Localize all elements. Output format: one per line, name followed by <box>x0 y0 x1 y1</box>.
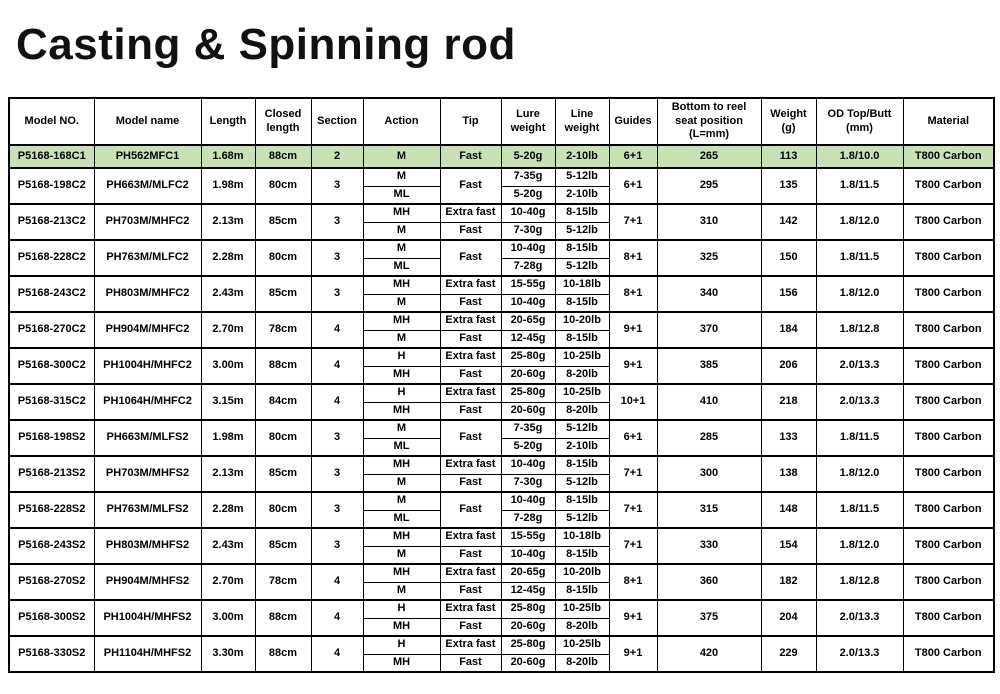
cell-od: 1.8/11.5 <box>816 492 903 528</box>
cell-guides: 7+1 <box>609 456 657 492</box>
cell-lure-weight: 25-80g <box>501 636 555 654</box>
cell-reel-seat: 360 <box>657 564 761 600</box>
cell-model-name: PH562MFC1 <box>94 145 201 168</box>
cell-reel-seat: 300 <box>657 456 761 492</box>
cell-model-name: PH1104H/MHFS2 <box>94 636 201 672</box>
cell-tip: Fast <box>440 222 501 240</box>
cell-od: 2.0/13.3 <box>816 348 903 384</box>
cell-model-name: PH1064H/MHFC2 <box>94 384 201 420</box>
cell-model-no: P5168-270C2 <box>9 312 94 348</box>
cell-length: 1.98m <box>201 420 255 456</box>
cell-action: M <box>363 474 440 492</box>
cell-material: T800 Carbon <box>903 420 994 456</box>
cell-tip: Extra fast <box>440 636 501 654</box>
cell-od: 2.0/13.3 <box>816 600 903 636</box>
cell-tip: Fast <box>440 618 501 636</box>
cell-length: 1.98m <box>201 168 255 204</box>
cell-tip: Fast <box>440 330 501 348</box>
table-row <box>9 420 994 438</box>
cell-lure-weight: 7-28g <box>501 510 555 528</box>
cell-tip: Extra fast <box>440 276 501 294</box>
cell-reel-seat: 370 <box>657 312 761 348</box>
cell-line-weight: 10-18lb <box>555 528 609 546</box>
cell-length: 2.13m <box>201 456 255 492</box>
cell-section: 3 <box>311 492 363 528</box>
cell-reel-seat: 385 <box>657 348 761 384</box>
cell-closed-length: 84cm <box>255 384 311 420</box>
cell-lure-weight: 7-35g <box>501 168 555 186</box>
cell-od: 1.8/10.0 <box>816 145 903 168</box>
cell-length: 2.28m <box>201 492 255 528</box>
cell-model-no: P5168-168C1 <box>9 145 94 168</box>
cell-closed-length: 88cm <box>255 348 311 384</box>
cell-model-no: P5168-243S2 <box>9 528 94 564</box>
cell-closed-length: 80cm <box>255 168 311 204</box>
cell-od: 1.8/11.5 <box>816 240 903 276</box>
cell-line-weight: 8-20lb <box>555 618 609 636</box>
cell-od: 1.8/12.8 <box>816 312 903 348</box>
cell-guides: 8+1 <box>609 276 657 312</box>
cell-action: MH <box>363 528 440 546</box>
cell-lure-weight: 7-35g <box>501 420 555 438</box>
cell-guides: 6+1 <box>609 145 657 168</box>
cell-weight: 133 <box>761 420 816 456</box>
cell-lure-weight: 10-40g <box>501 204 555 222</box>
cell-material: T800 Carbon <box>903 145 994 168</box>
cell-action: ML <box>363 438 440 456</box>
cell-model-no: P5168-300C2 <box>9 348 94 384</box>
cell-tip: Fast <box>440 654 501 672</box>
cell-reel-seat: 330 <box>657 528 761 564</box>
cell-action: M <box>363 492 440 510</box>
cell-od: 1.8/12.0 <box>816 276 903 312</box>
cell-closed-length: 88cm <box>255 636 311 672</box>
cell-model-name: PH663M/MLFC2 <box>94 168 201 204</box>
cell-model-no: P5168-228C2 <box>9 240 94 276</box>
cell-length: 2.43m <box>201 276 255 312</box>
cell-lure-weight: 7-30g <box>501 474 555 492</box>
table-row <box>9 145 994 168</box>
cell-length: 3.30m <box>201 636 255 672</box>
cell-tip: Extra fast <box>440 384 501 402</box>
cell-line-weight: 2-10lb <box>555 145 609 168</box>
cell-guides: 7+1 <box>609 204 657 240</box>
col-header-material: Material <box>903 98 994 145</box>
cell-action: M <box>363 330 440 348</box>
cell-material: T800 Carbon <box>903 276 994 312</box>
cell-closed-length: 80cm <box>255 420 311 456</box>
cell-line-weight: 5-12lb <box>555 474 609 492</box>
cell-reel-seat: 340 <box>657 276 761 312</box>
cell-action: M <box>363 222 440 240</box>
cell-material: T800 Carbon <box>903 168 994 204</box>
cell-guides: 10+1 <box>609 384 657 420</box>
cell-line-weight: 10-18lb <box>555 276 609 294</box>
cell-reel-seat: 420 <box>657 636 761 672</box>
col-header-guides: Guides <box>609 98 657 145</box>
cell-action: H <box>363 384 440 402</box>
cell-reel-seat: 315 <box>657 492 761 528</box>
cell-od: 1.8/12.0 <box>816 528 903 564</box>
cell-tip: Extra fast <box>440 312 501 330</box>
cell-action: MH <box>363 402 440 420</box>
cell-line-weight: 10-25lb <box>555 636 609 654</box>
cell-line-weight: 8-15lb <box>555 294 609 312</box>
cell-guides: 9+1 <box>609 348 657 384</box>
cell-guides: 7+1 <box>609 528 657 564</box>
cell-line-weight: 10-20lb <box>555 564 609 582</box>
cell-line-weight: 8-15lb <box>555 582 609 600</box>
cell-guides: 6+1 <box>609 420 657 456</box>
table-row <box>9 564 994 582</box>
cell-tip: Fast <box>440 294 501 312</box>
cell-weight: 113 <box>761 145 816 168</box>
cell-weight: 218 <box>761 384 816 420</box>
table-row <box>9 240 994 258</box>
cell-line-weight: 8-20lb <box>555 402 609 420</box>
table-row <box>9 276 994 294</box>
cell-weight: 156 <box>761 276 816 312</box>
cell-od: 1.8/12.8 <box>816 564 903 600</box>
table-row <box>9 600 994 618</box>
table-header <box>9 98 994 145</box>
table-row <box>9 384 994 402</box>
cell-length: 3.15m <box>201 384 255 420</box>
cell-model-name: PH803M/MHFC2 <box>94 276 201 312</box>
cell-weight: 142 <box>761 204 816 240</box>
cell-action: H <box>363 636 440 654</box>
cell-section: 3 <box>311 204 363 240</box>
table-body <box>9 145 994 672</box>
cell-model-no: P5168-315C2 <box>9 384 94 420</box>
cell-guides: 8+1 <box>609 564 657 600</box>
cell-lure-weight: 15-55g <box>501 276 555 294</box>
cell-model-name: PH703M/MHFC2 <box>94 204 201 240</box>
col-header-od-top-butt: OD Top/Butt (mm) <box>816 98 903 145</box>
cell-line-weight: 5-12lb <box>555 420 609 438</box>
cell-lure-weight: 12-45g <box>501 582 555 600</box>
cell-lure-weight: 20-60g <box>501 618 555 636</box>
cell-tip: Fast <box>440 366 501 384</box>
cell-line-weight: 10-20lb <box>555 312 609 330</box>
cell-od: 2.0/13.3 <box>816 636 903 672</box>
cell-model-name: PH703M/MHFS2 <box>94 456 201 492</box>
cell-section: 4 <box>311 384 363 420</box>
col-header-line-weight: Line weight <box>555 98 609 145</box>
cell-action: ML <box>363 510 440 528</box>
cell-tip: Fast <box>440 240 501 276</box>
cell-lure-weight: 10-40g <box>501 240 555 258</box>
cell-lure-weight: 10-40g <box>501 492 555 510</box>
cell-line-weight: 8-15lb <box>555 492 609 510</box>
col-header-closed-length: Closed length <box>255 98 311 145</box>
col-header-lure-weight: Lure weight <box>501 98 555 145</box>
cell-tip: Fast <box>440 546 501 564</box>
cell-length: 2.70m <box>201 312 255 348</box>
cell-lure-weight: 15-55g <box>501 528 555 546</box>
cell-section: 4 <box>311 348 363 384</box>
cell-model-no: P5168-213C2 <box>9 204 94 240</box>
cell-model-no: P5168-198S2 <box>9 420 94 456</box>
cell-weight: 150 <box>761 240 816 276</box>
cell-action: H <box>363 600 440 618</box>
cell-line-weight: 8-20lb <box>555 654 609 672</box>
cell-closed-length: 80cm <box>255 492 311 528</box>
cell-section: 3 <box>311 456 363 492</box>
cell-action: M <box>363 145 440 168</box>
cell-weight: 154 <box>761 528 816 564</box>
cell-tip: Fast <box>440 402 501 420</box>
cell-tip: Fast <box>440 420 501 456</box>
table-row <box>9 312 994 330</box>
cell-closed-length: 80cm <box>255 240 311 276</box>
cell-tip: Extra fast <box>440 600 501 618</box>
cell-section: 4 <box>311 312 363 348</box>
cell-model-name: PH763M/MLFS2 <box>94 492 201 528</box>
cell-length: 3.00m <box>201 348 255 384</box>
cell-model-no: P5168-330S2 <box>9 636 94 672</box>
cell-material: T800 Carbon <box>903 456 994 492</box>
cell-model-name: PH904M/MHFC2 <box>94 312 201 348</box>
cell-material: T800 Carbon <box>903 492 994 528</box>
col-header-model-name: Model name <box>94 98 201 145</box>
cell-section: 4 <box>311 564 363 600</box>
cell-action: MH <box>363 276 440 294</box>
cell-reel-seat: 410 <box>657 384 761 420</box>
col-header-tip: Tip <box>440 98 501 145</box>
cell-model-no: P5168-243C2 <box>9 276 94 312</box>
cell-lure-weight: 25-80g <box>501 600 555 618</box>
cell-lure-weight: 20-60g <box>501 654 555 672</box>
cell-section: 3 <box>311 420 363 456</box>
cell-lure-weight: 20-65g <box>501 564 555 582</box>
cell-tip: Extra fast <box>440 456 501 474</box>
cell-section: 4 <box>311 600 363 636</box>
cell-section: 2 <box>311 145 363 168</box>
cell-action: MH <box>363 654 440 672</box>
cell-closed-length: 88cm <box>255 145 311 168</box>
cell-model-no: P5168-198C2 <box>9 168 94 204</box>
cell-lure-weight: 20-60g <box>501 402 555 420</box>
cell-closed-length: 85cm <box>255 276 311 312</box>
cell-reel-seat: 295 <box>657 168 761 204</box>
cell-guides: 6+1 <box>609 168 657 204</box>
cell-lure-weight: 25-80g <box>501 348 555 366</box>
cell-weight: 204 <box>761 600 816 636</box>
cell-material: T800 Carbon <box>903 636 994 672</box>
cell-action: MH <box>363 366 440 384</box>
cell-material: T800 Carbon <box>903 348 994 384</box>
cell-guides: 9+1 <box>609 636 657 672</box>
cell-lure-weight: 20-65g <box>501 312 555 330</box>
cell-material: T800 Carbon <box>903 528 994 564</box>
cell-section: 3 <box>311 276 363 312</box>
cell-length: 2.28m <box>201 240 255 276</box>
cell-lure-weight: 25-80g <box>501 384 555 402</box>
cell-material: T800 Carbon <box>903 384 994 420</box>
cell-lure-weight: 5-20g <box>501 186 555 204</box>
col-header-model-no: Model NO. <box>9 98 94 145</box>
cell-closed-length: 78cm <box>255 312 311 348</box>
cell-od: 1.8/12.0 <box>816 456 903 492</box>
cell-material: T800 Carbon <box>903 600 994 636</box>
cell-material: T800 Carbon <box>903 312 994 348</box>
cell-lure-weight: 10-40g <box>501 546 555 564</box>
cell-line-weight: 5-12lb <box>555 222 609 240</box>
cell-od: 1.8/11.5 <box>816 420 903 456</box>
col-header-section: Section <box>311 98 363 145</box>
cell-model-name: PH763M/MLFC2 <box>94 240 201 276</box>
cell-od: 1.8/12.0 <box>816 204 903 240</box>
cell-action: M <box>363 582 440 600</box>
header-row <box>9 98 994 145</box>
col-header-reel-seat: Bottom to reel seat position (L=mm) <box>657 98 761 145</box>
cell-closed-length: 85cm <box>255 204 311 240</box>
cell-weight: 138 <box>761 456 816 492</box>
cell-length: 3.00m <box>201 600 255 636</box>
cell-reel-seat: 265 <box>657 145 761 168</box>
cell-material: T800 Carbon <box>903 564 994 600</box>
cell-line-weight: 8-15lb <box>555 546 609 564</box>
cell-section: 3 <box>311 240 363 276</box>
col-header-length: Length <box>201 98 255 145</box>
cell-weight: 206 <box>761 348 816 384</box>
cell-line-weight: 5-12lb <box>555 168 609 186</box>
cell-guides: 7+1 <box>609 492 657 528</box>
cell-weight: 182 <box>761 564 816 600</box>
cell-lure-weight: 10-40g <box>501 456 555 474</box>
col-header-action: Action <box>363 98 440 145</box>
cell-lure-weight: 7-28g <box>501 258 555 276</box>
table-row <box>9 204 994 222</box>
cell-action: MH <box>363 312 440 330</box>
cell-model-no: P5168-300S2 <box>9 600 94 636</box>
cell-guides: 9+1 <box>609 312 657 348</box>
cell-line-weight: 2-10lb <box>555 186 609 204</box>
cell-reel-seat: 325 <box>657 240 761 276</box>
col-header-weight: Weight (g) <box>761 98 816 145</box>
cell-section: 3 <box>311 528 363 564</box>
cell-od: 2.0/13.3 <box>816 384 903 420</box>
cell-weight: 184 <box>761 312 816 348</box>
cell-action: M <box>363 546 440 564</box>
cell-lure-weight: 5-20g <box>501 145 555 168</box>
cell-model-no: P5168-270S2 <box>9 564 94 600</box>
cell-action: MH <box>363 618 440 636</box>
cell-lure-weight: 20-60g <box>501 366 555 384</box>
cell-model-name: PH663M/MLFS2 <box>94 420 201 456</box>
cell-tip: Fast <box>440 474 501 492</box>
cell-section: 3 <box>311 168 363 204</box>
cell-line-weight: 10-25lb <box>555 600 609 618</box>
cell-action: M <box>363 240 440 258</box>
cell-length: 1.68m <box>201 145 255 168</box>
cell-weight: 135 <box>761 168 816 204</box>
cell-closed-length: 88cm <box>255 600 311 636</box>
cell-action: H <box>363 348 440 366</box>
cell-action: M <box>363 168 440 186</box>
cell-length: 2.70m <box>201 564 255 600</box>
cell-line-weight: 5-12lb <box>555 258 609 276</box>
cell-line-weight: 10-25lb <box>555 348 609 366</box>
cell-action: MH <box>363 564 440 582</box>
cell-weight: 229 <box>761 636 816 672</box>
cell-lure-weight: 5-20g <box>501 438 555 456</box>
cell-guides: 8+1 <box>609 240 657 276</box>
table-row <box>9 636 994 654</box>
cell-lure-weight: 12-45g <box>501 330 555 348</box>
cell-closed-length: 78cm <box>255 564 311 600</box>
cell-line-weight: 8-20lb <box>555 366 609 384</box>
cell-reel-seat: 310 <box>657 204 761 240</box>
cell-tip: Extra fast <box>440 528 501 546</box>
table-row <box>9 528 994 546</box>
table-row <box>9 168 994 186</box>
cell-tip: Extra fast <box>440 564 501 582</box>
cell-weight: 148 <box>761 492 816 528</box>
cell-action: ML <box>363 258 440 276</box>
cell-guides: 9+1 <box>609 600 657 636</box>
cell-tip: Extra fast <box>440 348 501 366</box>
cell-model-name: PH803M/MHFS2 <box>94 528 201 564</box>
cell-line-weight: 5-12lb <box>555 510 609 528</box>
cell-reel-seat: 375 <box>657 600 761 636</box>
cell-tip: Fast <box>440 492 501 528</box>
cell-reel-seat: 285 <box>657 420 761 456</box>
cell-line-weight: 10-25lb <box>555 384 609 402</box>
cell-model-name: PH1004H/MHFS2 <box>94 600 201 636</box>
cell-tip: Fast <box>440 145 501 168</box>
cell-closed-length: 85cm <box>255 528 311 564</box>
cell-line-weight: 8-15lb <box>555 240 609 258</box>
cell-model-name: PH904M/MHFS2 <box>94 564 201 600</box>
spec-table <box>8 97 995 673</box>
cell-line-weight: 8-15lb <box>555 456 609 474</box>
table-row <box>9 456 994 474</box>
cell-line-weight: 8-15lb <box>555 204 609 222</box>
cell-material: T800 Carbon <box>903 240 994 276</box>
cell-model-no: P5168-228S2 <box>9 492 94 528</box>
cell-lure-weight: 7-30g <box>501 222 555 240</box>
cell-action: M <box>363 420 440 438</box>
cell-action: MH <box>363 456 440 474</box>
cell-lure-weight: 10-40g <box>501 294 555 312</box>
cell-action: M <box>363 294 440 312</box>
cell-tip: Extra fast <box>440 204 501 222</box>
cell-section: 4 <box>311 636 363 672</box>
cell-material: T800 Carbon <box>903 204 994 240</box>
cell-od: 1.8/11.5 <box>816 168 903 204</box>
cell-line-weight: 8-15lb <box>555 330 609 348</box>
table-row <box>9 492 994 510</box>
cell-line-weight: 2-10lb <box>555 438 609 456</box>
cell-length: 2.13m <box>201 204 255 240</box>
table-row <box>9 348 994 366</box>
cell-action: MH <box>363 204 440 222</box>
cell-length: 2.43m <box>201 528 255 564</box>
cell-tip: Fast <box>440 582 501 600</box>
cell-tip: Fast <box>440 168 501 204</box>
cell-action: ML <box>363 186 440 204</box>
page-title: Casting & Spinning rod <box>16 20 516 69</box>
cell-closed-length: 85cm <box>255 456 311 492</box>
cell-model-no: P5168-213S2 <box>9 456 94 492</box>
cell-model-name: PH1004H/MHFC2 <box>94 348 201 384</box>
